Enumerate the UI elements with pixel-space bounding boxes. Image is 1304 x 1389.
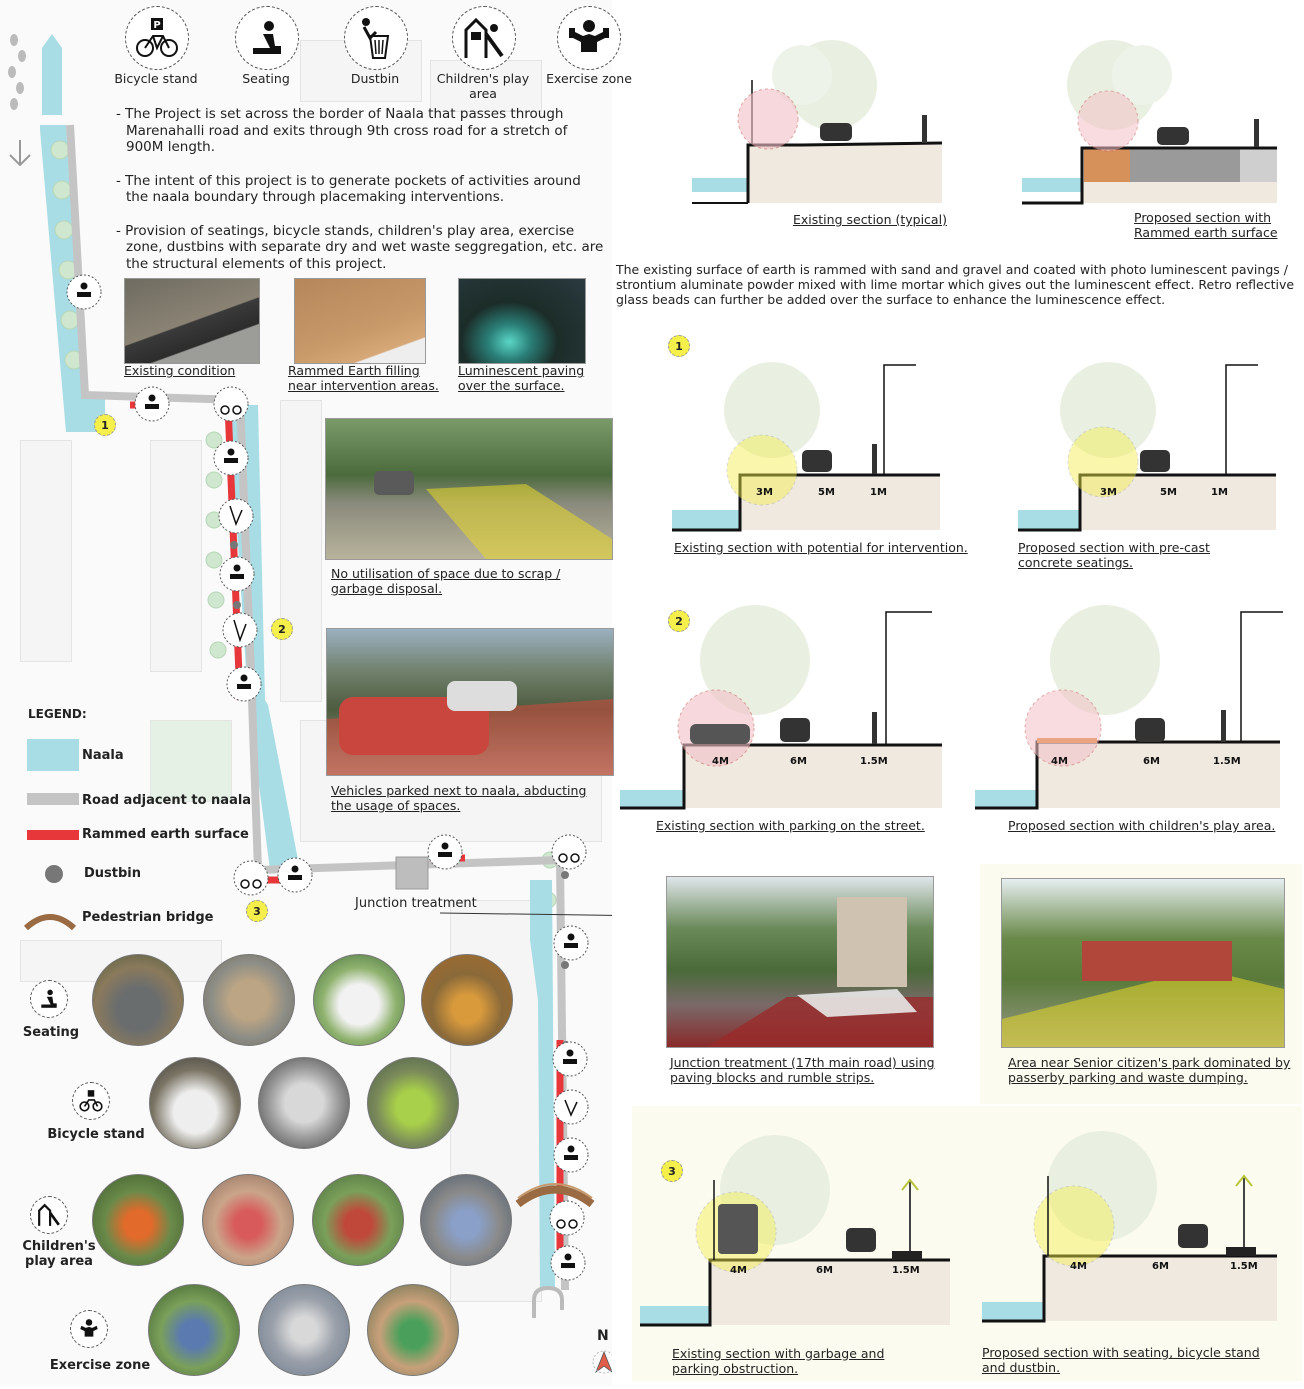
amenity-label: Bicycle stand bbox=[114, 71, 198, 86]
legend-label: Dustbin bbox=[84, 866, 142, 881]
bicycle-stand-photo bbox=[149, 1057, 241, 1149]
rammed-earth-description: The existing surface of earth is rammed with sand and gravel and coated with photo luminescent pavings / strontium aluminate powder mixed with lime mortar which gives out the luminescent effect. Retro reflective glass beads can further be added over the surface to enhance the luminescence effect. bbox=[616, 262, 1295, 307]
dim-label: 6M bbox=[1152, 1261, 1169, 1272]
section-3-proposed bbox=[982, 1116, 1282, 1338]
bicycle-stand-icon bbox=[125, 6, 189, 70]
north-label: N bbox=[597, 1328, 609, 1344]
legend-swatch-naala bbox=[27, 739, 79, 771]
dim-label: 3M bbox=[1100, 487, 1117, 498]
play-area-photo bbox=[92, 1174, 184, 1266]
exercise-zone-photo bbox=[367, 1284, 459, 1376]
category-label: Bicycle stand bbox=[47, 1127, 145, 1142]
section-caption: Existing section with potential for intervention. bbox=[674, 540, 968, 555]
location-badge-1: 1 bbox=[94, 414, 116, 436]
dim-label: 6M bbox=[1143, 756, 1160, 767]
dim-label: 1M bbox=[870, 487, 887, 498]
bicycle-stand-photo bbox=[367, 1057, 459, 1149]
seating-photo bbox=[313, 954, 405, 1046]
dim-label: 1.5M bbox=[1230, 1261, 1258, 1272]
category-label: Exercise zone bbox=[49, 1358, 151, 1373]
proposed-section-rammed-earth bbox=[1022, 35, 1282, 205]
photo-caption: Existing condition bbox=[124, 363, 236, 378]
play-area-icon bbox=[30, 1196, 68, 1234]
dim-label: 1M bbox=[1211, 487, 1228, 498]
bicycle-stand-photo bbox=[258, 1057, 350, 1149]
section-2-proposed bbox=[975, 600, 1287, 810]
bullet-text: - Provision of seatings, bicycle stands, children's play area, exercise zone, dustbins with separate dry and wet waste seggregation, etc. are the structural elements of this project. bbox=[116, 222, 604, 272]
section-1-existing bbox=[672, 360, 947, 535]
legend-swatch-road bbox=[27, 793, 79, 805]
svg-text:P: P bbox=[153, 20, 161, 31]
location-badge-2: 2 bbox=[271, 618, 293, 640]
section-caption: Proposed section with seating, bicycle stand and dustbin. bbox=[982, 1345, 1260, 1375]
legend-swatch-bridge bbox=[24, 908, 76, 932]
photo-caption: Rammed Earth filling near intervention areas. bbox=[288, 363, 439, 393]
section-caption: Existing section with garbage and parking obstruction. bbox=[672, 1346, 885, 1376]
junction-label: Junction treatment bbox=[355, 896, 477, 911]
section-caption: Proposed section with pre-cast concrete seatings. bbox=[1018, 540, 1210, 570]
play-area-photo bbox=[312, 1174, 404, 1266]
down-arrow-icon bbox=[10, 140, 30, 165]
footprints-icon bbox=[8, 34, 26, 110]
photo-caption: Luminescent paving over the surface. bbox=[458, 363, 585, 393]
exercise-icon bbox=[557, 6, 621, 70]
dim-label: 3M bbox=[756, 487, 773, 498]
seating-icon bbox=[30, 980, 68, 1018]
amenity-label: Children's play area bbox=[436, 71, 530, 101]
dim-label: 1.5M bbox=[892, 1265, 920, 1276]
u-turn-arrow-icon bbox=[534, 1288, 562, 1318]
section-badge-2: 2 bbox=[668, 610, 690, 632]
section-caption: Existing section with parking on the street. bbox=[656, 818, 925, 833]
section-caption: Existing section (typical) bbox=[793, 212, 947, 227]
bicycle-stand-icon bbox=[72, 1082, 110, 1120]
legend-label: Pedestrian bridge bbox=[82, 910, 214, 925]
parked-vehicles-photo bbox=[326, 628, 614, 776]
legend-swatch-rammed-earth bbox=[27, 830, 79, 840]
existing-section-typical bbox=[692, 35, 947, 205]
section-caption: Proposed section with Rammed earth surface bbox=[1134, 210, 1278, 240]
dim-label: 4M bbox=[1070, 1261, 1087, 1272]
legend-label: Road adjacent to naala bbox=[82, 793, 252, 808]
legend-swatch-dustbin bbox=[45, 865, 63, 883]
section-badge-3: 3 bbox=[661, 1160, 683, 1182]
dim-label: 1.5M bbox=[860, 756, 888, 767]
garbage-site-photo bbox=[325, 418, 613, 560]
legend-title: LEGEND: bbox=[28, 707, 87, 721]
category-label: Children's play area bbox=[22, 1239, 96, 1269]
dim-label: 4M bbox=[1051, 756, 1068, 767]
amenity-label: Dustbin bbox=[350, 71, 400, 86]
bullet-text: - The Project is set across the border of Naala that passes through Marenahalli road and exits through 9th cross road for a stretch of 900M length. bbox=[116, 106, 568, 155]
rammed-earth-photo bbox=[294, 278, 426, 364]
luminescent-paving-photo bbox=[458, 278, 586, 364]
dim-label: 4M bbox=[730, 1265, 747, 1276]
play-area-icon bbox=[452, 6, 516, 70]
dim-label: 5M bbox=[1160, 487, 1177, 498]
dustbin-icon bbox=[344, 6, 408, 70]
play-area-photo bbox=[420, 1174, 512, 1266]
exercise-zone-photo bbox=[148, 1284, 240, 1376]
dim-label: 1.5M bbox=[1213, 756, 1241, 767]
bullet-text: - The intent of this project is to generate pockets of activities around the naala boundary through placemaking interventions. bbox=[116, 172, 581, 205]
photo-caption: No utilisation of space due to scrap / garbage disposal. bbox=[331, 566, 561, 596]
seating-photo bbox=[203, 954, 295, 1046]
amenity-label: Seating bbox=[242, 71, 290, 86]
photo-caption: Vehicles parked next to naala, abducting the usage of spaces. bbox=[331, 783, 587, 813]
legend-label: Naala bbox=[82, 748, 124, 763]
section-3-existing bbox=[640, 1120, 955, 1342]
north-arrow-icon bbox=[593, 1351, 612, 1373]
seating-icon bbox=[235, 6, 299, 70]
section-caption: Proposed section with children's play area. bbox=[1008, 818, 1276, 833]
location-badge-3: 3 bbox=[246, 900, 268, 922]
existing-condition-photo bbox=[124, 278, 260, 364]
photo-caption: Area near Senior citizen's park dominated by passerby parking and waste dumping. bbox=[1008, 1055, 1291, 1085]
seating-photo bbox=[92, 954, 184, 1046]
section-2-existing bbox=[620, 600, 950, 810]
photo-caption: Junction treatment (17th main road) using paving blocks and rumble strips. bbox=[670, 1055, 935, 1085]
legend-label: Rammed earth surface bbox=[82, 827, 249, 842]
category-label: Seating bbox=[22, 1025, 80, 1040]
play-area-photo bbox=[202, 1174, 294, 1266]
seating-photo bbox=[421, 954, 513, 1046]
dim-label: 5M bbox=[818, 487, 835, 498]
exercise-zone-photo bbox=[258, 1284, 350, 1376]
dim-label: 6M bbox=[816, 1265, 833, 1276]
section-1-proposed bbox=[1018, 360, 1280, 535]
junction-treatment-photo bbox=[666, 876, 934, 1048]
pedestrian-bridge-icon bbox=[518, 1184, 592, 1204]
exercise-icon bbox=[70, 1310, 108, 1348]
dim-label: 6M bbox=[790, 756, 807, 767]
dim-label: 4M bbox=[712, 756, 729, 767]
amenity-label: Exercise zone bbox=[546, 71, 632, 86]
section-badge-1: 1 bbox=[668, 335, 690, 357]
project-description bbox=[116, 106, 606, 289]
senior-park-photo bbox=[1001, 878, 1285, 1048]
